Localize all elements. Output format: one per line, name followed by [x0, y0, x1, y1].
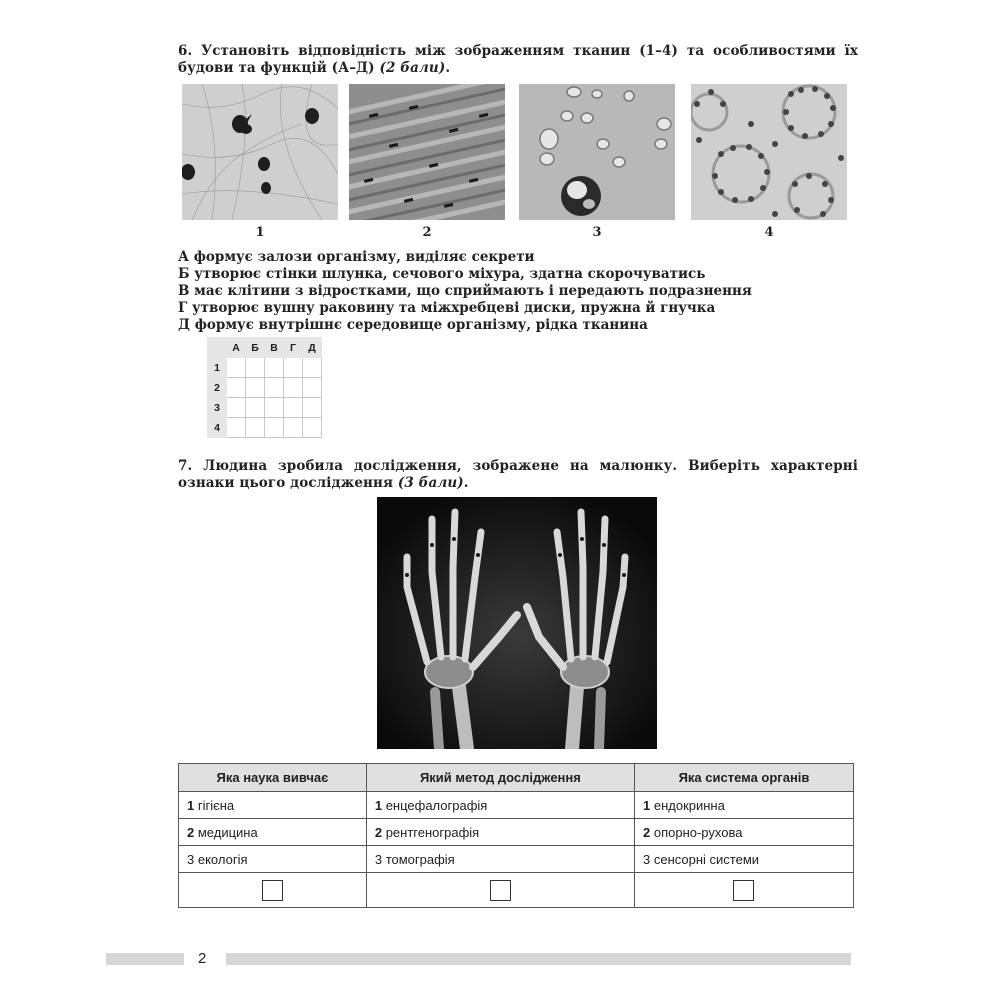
- item-text: енцефалографія: [385, 797, 488, 813]
- grid-cell[interactable]: [246, 418, 265, 438]
- item-number: 2: [187, 824, 195, 840]
- footer-bar-right: [226, 953, 851, 965]
- option-a: А формує залози організму, виділяє секрети: [178, 249, 535, 265]
- hands-xray-image: [377, 497, 657, 749]
- grid-cell[interactable]: [284, 398, 303, 418]
- grid-cell[interactable]: [284, 378, 303, 398]
- option-b: Б утворює стінки шлунка, сечового міхура, здатна скорочуватись: [178, 266, 706, 282]
- answer-row: [179, 873, 854, 908]
- grid-cell[interactable]: [265, 378, 284, 398]
- answer-cell: [634, 873, 853, 908]
- table-cell: [179, 846, 367, 873]
- grid-cell[interactable]: [284, 358, 303, 378]
- item-number: 2: [374, 824, 383, 840]
- item-text: ендокринна: [653, 797, 725, 813]
- grid-row-header: 4: [208, 418, 227, 438]
- option-g: Г утворює вушну раковину та міжхребцеві диски, пружна й гнучка: [178, 300, 716, 316]
- tissue-number: 1: [255, 225, 265, 240]
- answer-grid: [207, 337, 322, 438]
- tissue-number: 2: [422, 225, 432, 240]
- tissue-number: 3: [592, 225, 602, 240]
- item-number: 3: [642, 851, 651, 867]
- option-d: Д формує внутрішнє середовище організму, рідка тканина: [178, 317, 648, 333]
- question-end: .: [445, 60, 451, 76]
- item-number: 3: [187, 851, 195, 867]
- grid-cell[interactable]: [303, 418, 322, 438]
- option-v: В має клітини з відростками, що сприймають і передають подразнення: [178, 283, 752, 299]
- grid-cell[interactable]: [303, 378, 322, 398]
- grid-col-header: Г: [284, 338, 303, 358]
- grid-col-header: А: [227, 338, 246, 358]
- table-cell: [634, 819, 853, 846]
- item-number: 1: [187, 797, 195, 813]
- item-number: 3: [374, 851, 383, 867]
- grid-cell[interactable]: [303, 358, 322, 378]
- question-6: [178, 43, 858, 77]
- question-points: (3 бали): [397, 475, 464, 491]
- question-points: (2 бали): [379, 60, 446, 76]
- item-text: томографія: [385, 851, 455, 867]
- grid-cell[interactable]: [246, 378, 265, 398]
- grid-col-header: Б: [246, 338, 265, 358]
- grid-cell[interactable]: [227, 378, 246, 398]
- item-text: сенсорні системи: [653, 851, 760, 867]
- item-number: 2: [642, 824, 651, 840]
- grid-row-header: 1: [208, 358, 227, 378]
- grid-cell[interactable]: [303, 398, 322, 418]
- grid-row-header: 2: [208, 378, 227, 398]
- table-row: [179, 792, 854, 819]
- table-cell: [366, 846, 634, 873]
- grid-col-header: Д: [303, 338, 322, 358]
- grid-cell[interactable]: [227, 418, 246, 438]
- question-number: 7.: [178, 458, 193, 474]
- item-text: опорно-рухова: [653, 824, 743, 840]
- smooth-muscle-image: [349, 84, 505, 220]
- table-cell: [366, 792, 634, 819]
- grid-cell[interactable]: [284, 418, 303, 438]
- grid-cell[interactable]: [246, 398, 265, 418]
- page-number: 2: [198, 950, 207, 967]
- grid-cell[interactable]: [246, 358, 265, 378]
- footer-bar-left: [106, 953, 184, 965]
- table-cell: [634, 846, 853, 873]
- table-header: Яка система органів: [634, 764, 853, 792]
- question-text: Установіть відповідність між зображенням тканин (1–4) та особливостями їх будови та функцій (А–Д): [178, 43, 858, 76]
- answer-box[interactable]: [490, 880, 511, 901]
- grid-cell[interactable]: [265, 398, 284, 418]
- nerve-tissue-image: [182, 84, 338, 220]
- question-end: .: [463, 475, 469, 491]
- grid-col-header: В: [265, 338, 284, 358]
- answer-box[interactable]: [262, 880, 283, 901]
- table-cell: [366, 819, 634, 846]
- table-header: Який метод дослідження: [366, 764, 634, 792]
- cartilage-image: [519, 84, 675, 220]
- grid-corner: [208, 338, 227, 358]
- item-number: 1: [642, 797, 651, 813]
- answer-table: [178, 763, 854, 908]
- question-7: [178, 458, 858, 492]
- item-text: гігієна: [197, 797, 235, 813]
- grid-cell[interactable]: [265, 418, 284, 438]
- table-row: [179, 846, 854, 873]
- question-number: 6.: [178, 43, 193, 59]
- grid-cell[interactable]: [265, 358, 284, 378]
- answer-cell: [366, 873, 634, 908]
- grid-row-header: 3: [208, 398, 227, 418]
- table-cell: [634, 792, 853, 819]
- item-text: рентгенографія: [385, 824, 480, 840]
- tissue-number: 4: [764, 225, 774, 240]
- item-text: медицина: [197, 824, 258, 840]
- answer-box[interactable]: [733, 880, 754, 901]
- table-cell: [179, 819, 367, 846]
- table-row: [179, 819, 854, 846]
- question-text: Людина зробила дослідження, зображене на малюнку. Виберіть характерні ознаки цього дослідження: [178, 458, 858, 491]
- grid-cell[interactable]: [227, 398, 246, 418]
- table-cell: [179, 792, 367, 819]
- answer-cell: [179, 873, 367, 908]
- grid-cell[interactable]: [227, 358, 246, 378]
- table-header: Яка наука вивчає: [179, 764, 367, 792]
- epithelium-image: [691, 84, 847, 220]
- item-number: 1: [374, 797, 383, 813]
- answer-options: [178, 249, 858, 334]
- item-text: екологія: [197, 851, 248, 867]
